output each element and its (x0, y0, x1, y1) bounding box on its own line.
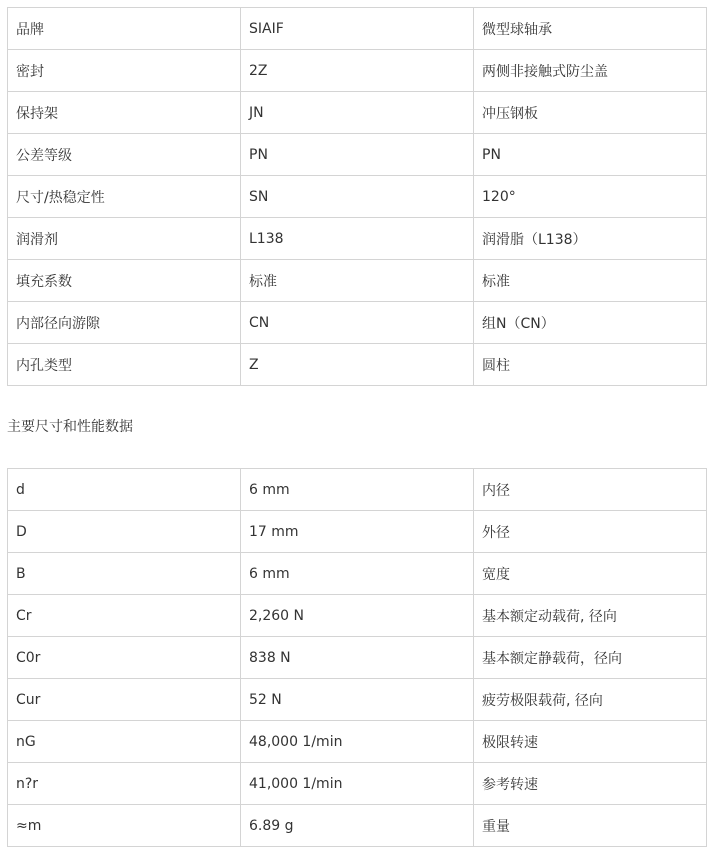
dimension-description: 内径 (474, 469, 707, 511)
property-name: 内部径向游隙 (8, 302, 241, 344)
dimension-value: 6.89 g (241, 805, 474, 847)
dimension-value: 6 mm (241, 553, 474, 595)
table-row (8, 92, 707, 134)
dimension-description: 基本额定静载荷，径向 (474, 637, 707, 679)
property-description: 微型球轴承 (474, 8, 707, 50)
dimension-symbol: Cur (8, 679, 241, 721)
dimensions-table (7, 468, 707, 847)
dimension-description: 基本额定动载荷, 径向 (474, 595, 707, 637)
property-description: 圆柱 (474, 344, 707, 386)
property-name: 填充系数 (8, 260, 241, 302)
table-row (8, 8, 707, 50)
dimension-description: 极限转速 (474, 721, 707, 763)
table-row (8, 134, 707, 176)
table-row (8, 260, 707, 302)
table-row (8, 50, 707, 92)
dimension-description: 外径 (474, 511, 707, 553)
property-code: JN (241, 92, 474, 134)
property-name: 保持架 (8, 92, 241, 134)
dimension-symbol: ≈m (8, 805, 241, 847)
property-description: 润滑脂（L138） (474, 218, 707, 260)
dimension-symbol: D (8, 511, 241, 553)
dimension-symbol: d (8, 469, 241, 511)
dimension-symbol: nG (8, 721, 241, 763)
table-row (8, 218, 707, 260)
property-description: 冲压钢板 (474, 92, 707, 134)
dimension-symbol: Cr (8, 595, 241, 637)
property-description: 两侧非接触式防尘盖 (474, 50, 707, 92)
table-row (8, 176, 707, 218)
property-code: CN (241, 302, 474, 344)
dimension-description: 疲劳极限载荷, 径向 (474, 679, 707, 721)
dimension-value: 41,000 1/min (241, 763, 474, 805)
table-row (8, 637, 707, 679)
property-description: 标准 (474, 260, 707, 302)
table-row (8, 595, 707, 637)
property-description: 120° (474, 176, 707, 218)
property-name: 润滑剂 (8, 218, 241, 260)
table-row (8, 763, 707, 805)
dimension-description: 重量 (474, 805, 707, 847)
property-code: L138 (241, 218, 474, 260)
table-row (8, 302, 707, 344)
property-name: 内孔类型 (8, 344, 241, 386)
property-description: 组N（CN） (474, 302, 707, 344)
properties-table (7, 7, 707, 386)
table-row (8, 344, 707, 386)
property-code: 标准 (241, 260, 474, 302)
property-name: 尺寸/热稳定性 (8, 176, 241, 218)
dimension-value: 6 mm (241, 469, 474, 511)
property-code: 2Z (241, 50, 474, 92)
section-heading: 主要尺寸和性能数据 (7, 419, 133, 435)
dimension-symbol: n?r (8, 763, 241, 805)
dimension-symbol: B (8, 553, 241, 595)
property-name: 品牌 (8, 8, 241, 50)
dimension-description: 参考转速 (474, 763, 707, 805)
dimension-value: 2,260 N (241, 595, 474, 637)
dimension-description: 宽度 (474, 553, 707, 595)
property-code: SIAIF (241, 8, 474, 50)
property-code: Z (241, 344, 474, 386)
dimension-value: 52 N (241, 679, 474, 721)
table-row (8, 721, 707, 763)
property-code: PN (241, 134, 474, 176)
table-row (8, 553, 707, 595)
table-row (8, 805, 707, 847)
dimension-symbol: C0r (8, 637, 241, 679)
table-row (8, 469, 707, 511)
property-name: 密封 (8, 50, 241, 92)
property-description: PN (474, 134, 707, 176)
dimension-value: 17 mm (241, 511, 474, 553)
property-code: SN (241, 176, 474, 218)
dimension-value: 48,000 1/min (241, 721, 474, 763)
property-name: 公差等级 (8, 134, 241, 176)
dimension-value: 838 N (241, 637, 474, 679)
table-row (8, 511, 707, 553)
table-row (8, 679, 707, 721)
